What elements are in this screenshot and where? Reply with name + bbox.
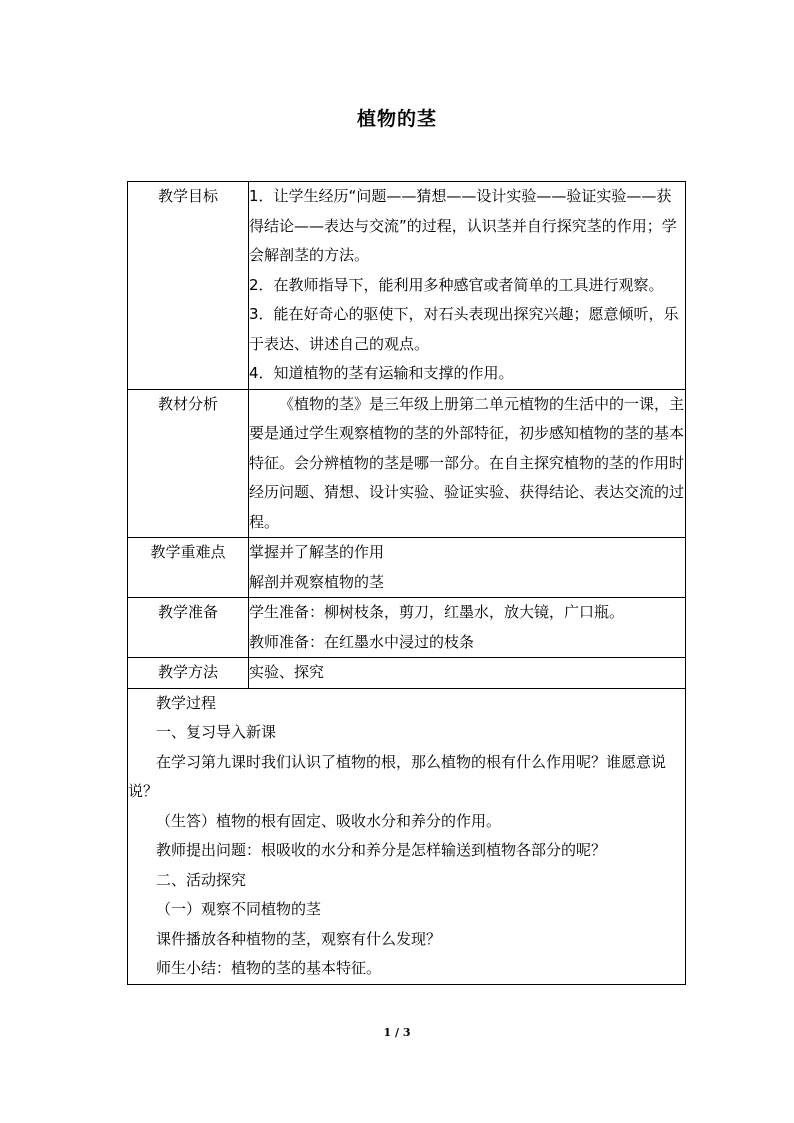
process-section-heading: 一、复习导入新课 bbox=[156, 723, 277, 741]
key-points-label: 教学重难点 bbox=[128, 538, 249, 598]
methods-label: 教学方法 bbox=[128, 658, 249, 689]
table-row-analysis bbox=[128, 389, 686, 538]
process-section-heading: 二、活动探究 bbox=[156, 870, 247, 889]
table-row-process bbox=[128, 688, 686, 984]
process-paragraph: （生答）植物的根有固定、吸收水分和养分的作用。 bbox=[156, 811, 502, 830]
objectives-content bbox=[249, 182, 686, 390]
analysis-text: 《植物的茎》是三年级上册第二单元植物的生活中的一课，主要是通过学生观察植物的茎的外部特征，初步感知植物的茎的基本特征。会分辨植物的茎是哪一部分。在自主探究植物的茎的作用时经历问题、猜想、设计实验、验证实验、获得结论、表达交流的过程。 bbox=[249, 394, 685, 531]
objectives-label: 教学目标 bbox=[128, 182, 249, 390]
document-title: 植物的茎 bbox=[356, 108, 437, 130]
process-paragraph: 在学习第九课时我们认识了植物的根，那么植物的根有什么作用呢？谁愿意说说？ bbox=[128, 752, 667, 800]
preparation-item: 学生准备：柳树枝条，剪刀，红墨水，放大镜，广口瓶。 bbox=[249, 603, 625, 621]
process-content bbox=[128, 688, 686, 984]
objective-item: 1．让学生经历“问题——猜想——设计实验——验证实验——获得结论——表达与交流”的过程，认识茎并自行探究茎的作用；学会解剖茎的方法。 bbox=[249, 187, 677, 264]
key-point-item: 掌握并了解茎的作用 bbox=[249, 543, 385, 561]
objective-item: 4．知道植物的茎有运输和支撑的作用。 bbox=[249, 364, 514, 382]
table-row-key-points bbox=[128, 538, 686, 598]
methods-text: 实验、探究 bbox=[249, 663, 325, 681]
process-paragraph: 教师提出问题：根吸收的水分和养分是怎样输送到植物各部分的呢？ bbox=[156, 841, 607, 859]
lesson-plan-table bbox=[127, 181, 686, 985]
key-points-content bbox=[249, 538, 686, 598]
analysis-content bbox=[249, 389, 686, 538]
process-heading: 教学过程 bbox=[156, 693, 217, 712]
process-paragraph: 课件播放各种植物的茎，观察有什么发现？ bbox=[156, 929, 442, 948]
table-row-preparation bbox=[128, 598, 686, 658]
objective-item: 2．在教师指导下，能利用多种感官或者简单的工具进行观察。 bbox=[249, 275, 664, 294]
process-paragraph: 师生小结：植物的茎的基本特征。 bbox=[156, 959, 382, 977]
table-row-methods bbox=[128, 658, 686, 689]
process-subheading: （一）观察不同植物的茎 bbox=[156, 900, 322, 918]
page-number: 1 / 3 bbox=[383, 1026, 411, 1039]
key-point-item: 解剖并观察植物的茎 bbox=[249, 572, 385, 591]
analysis-label: 教材分析 bbox=[128, 389, 249, 538]
methods-content bbox=[249, 658, 686, 689]
table-row-objectives bbox=[128, 182, 686, 390]
preparation-content bbox=[249, 598, 686, 658]
objective-item: 3．能在好奇心的驱使下，对石头表现出探究兴趣；愿意倾听，乐于表达、讲述自己的观点。 bbox=[249, 305, 679, 353]
preparation-item: 教师准备：在红墨水中浸过的枝条 bbox=[249, 632, 475, 651]
preparation-label: 教学准备 bbox=[128, 598, 249, 658]
